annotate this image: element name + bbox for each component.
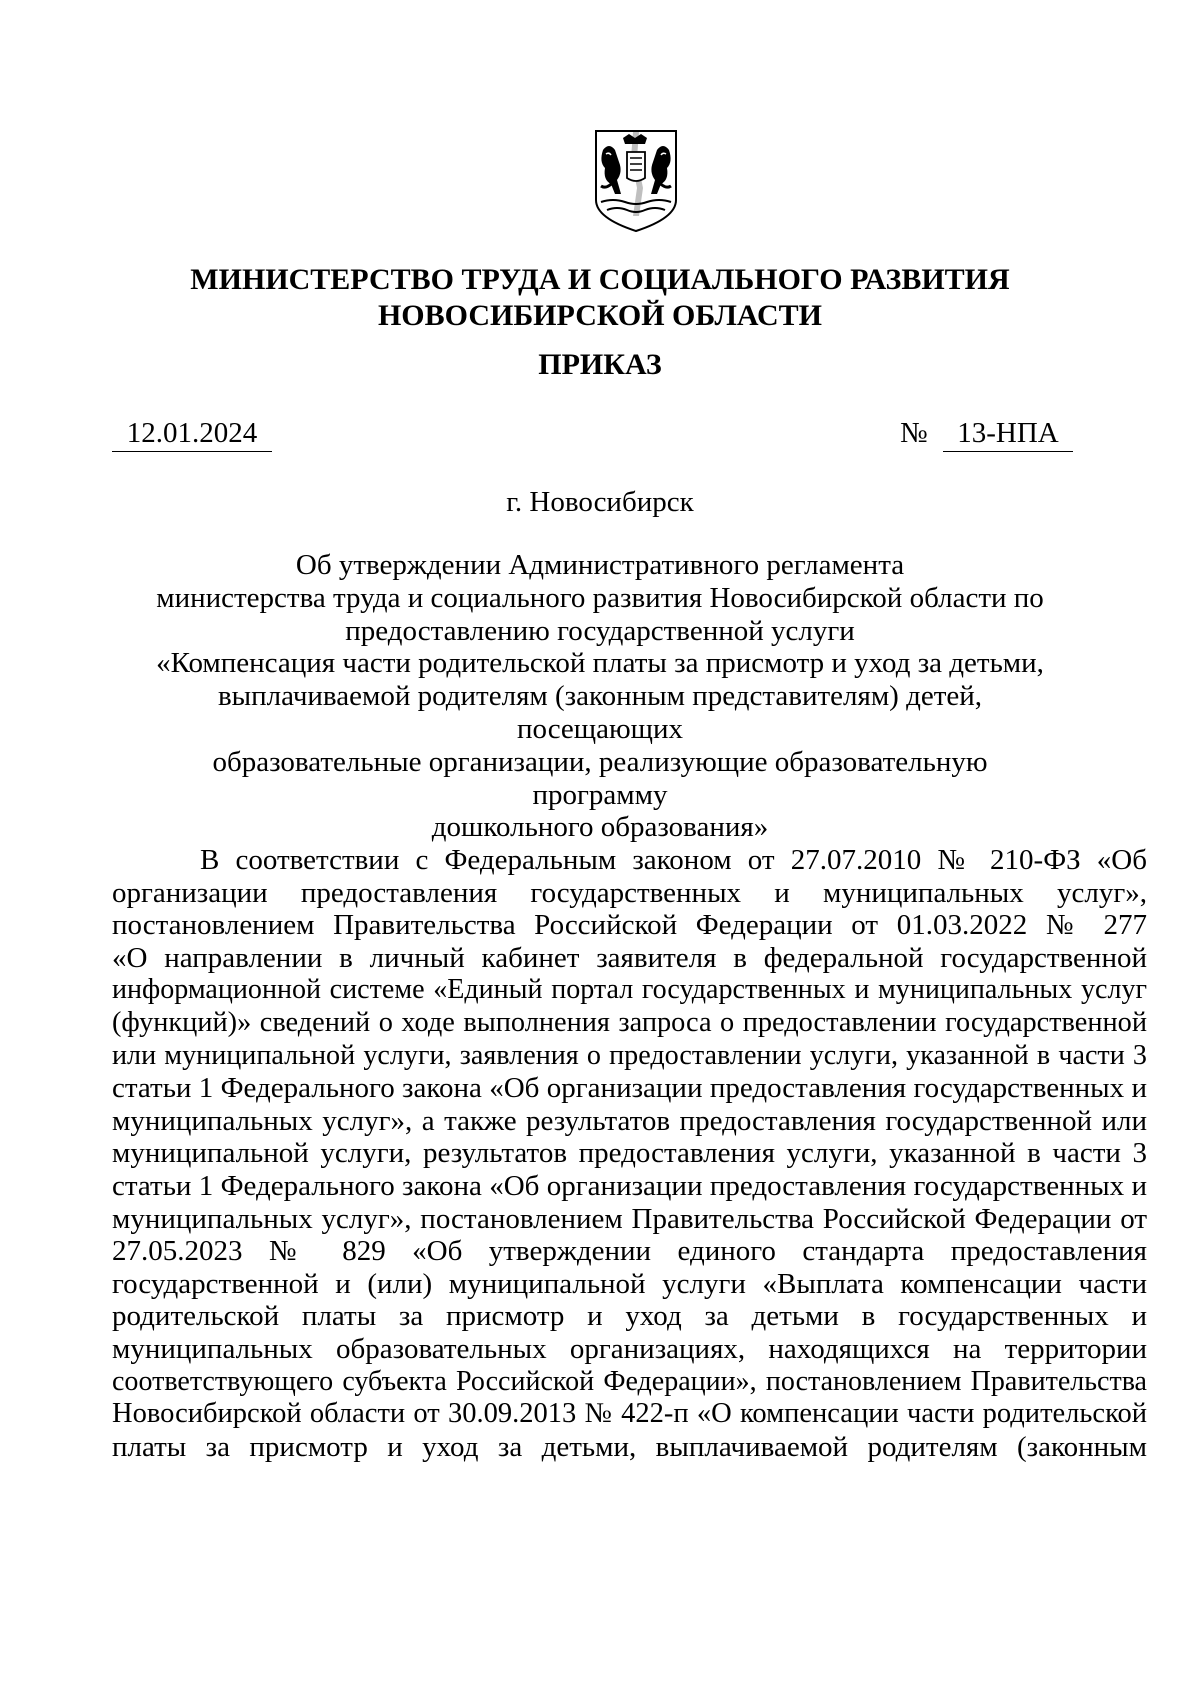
subject-line: министерства труда и социального развития Новосибирской области по xyxy=(156,581,1044,614)
subject-line: дошкольного образования» xyxy=(431,811,769,844)
subject-line: «Компенсация части родительской платы за присмотр и уход за детьми, xyxy=(156,647,1044,680)
ministry-name-line2: НОВОСИБИРСКОЙ ОБЛАСТИ xyxy=(377,299,823,332)
subject-line: предоставлению государственной услуги xyxy=(345,614,855,647)
subject-line: выплачиваемой родителям (законным представителям) детей, посещающих xyxy=(217,680,983,745)
document-type: ПРИКАЗ xyxy=(538,348,662,381)
body-line: постановлением Правительства Российской Федерации от 01.03.2022 № 277 xyxy=(112,909,1147,942)
body-line: платы за присмотр и уход за детьми, выплачиваемой родителям (законным xyxy=(112,1430,1147,1463)
body-line: статьи 1 Федерального закона «Об организации предоставления государственных и xyxy=(112,1072,1147,1105)
body-line: Новосибирской области от 30.09.2013 № 422-п «О компенсации части родительской xyxy=(112,1398,1147,1430)
document-date: 12.01.2024 xyxy=(112,415,272,452)
body-paragraph xyxy=(112,844,1147,1463)
body-line: родительской платы за присмотр и уход за детьми в государственных и xyxy=(112,1300,1147,1333)
number-sign: № xyxy=(900,417,928,449)
body-line: организации предоставления государственных и муниципальных услуг», xyxy=(112,876,1147,909)
body-line: соответствующего субъекта Российской Федерации», постановлением Правительства xyxy=(112,1365,1147,1397)
body-line: муниципальных образовательных организациях, находящихся на территории xyxy=(112,1332,1147,1365)
body-line: В соответствии с Федеральным законом от 27.07.2010 № 210-ФЗ «Об xyxy=(200,844,1147,876)
document-subject xyxy=(150,549,1050,844)
body-line: (функций)» сведений о ходе выполнения запроса о предоставлении государственной xyxy=(112,1006,1147,1038)
ministry-name xyxy=(0,262,1200,334)
subject-line: образовательные организации, реализующие образовательную программу xyxy=(212,745,988,811)
body-line: статьи 1 Федерального закона «Об организации предоставления государственных и xyxy=(112,1169,1147,1202)
body-line: муниципальных услуг», а также результатов предоставления государственной или xyxy=(112,1104,1147,1137)
body-line: или муниципальной услуги, заявления о предоставлении услуги, указанной в части 3 xyxy=(112,1039,1147,1071)
body-line: «О направлении в личный кабинет заявителя в федеральной государственной xyxy=(112,941,1147,974)
body-line: государственной и (или) муниципальной услуги «Выплата компенсации части xyxy=(112,1267,1147,1300)
document-city: г. Новосибирск xyxy=(506,486,694,518)
ministry-name-line1: МИНИСТЕРСТВО ТРУДА И СОЦИАЛЬНОГО РАЗВИТИЯ xyxy=(190,263,1010,296)
body-line: муниципальных услуг», постановлением Правительства Российской Федерации от xyxy=(112,1202,1147,1235)
subject-line: Об утверждении Административного регламента xyxy=(295,549,905,581)
body-line: 27.05.2023 № 829 «Об утверждении единого стандарта предоставления xyxy=(112,1235,1147,1268)
body-line: информационной системе «Единый портал государственных и муниципальных услуг xyxy=(112,974,1147,1006)
document-number: 13-НПА xyxy=(943,415,1073,452)
novosibirsk-coat-of-arms-icon xyxy=(593,128,679,234)
body-line: муниципальной услуги, результатов предоставления услуги, указанной в части 3 xyxy=(112,1137,1147,1170)
